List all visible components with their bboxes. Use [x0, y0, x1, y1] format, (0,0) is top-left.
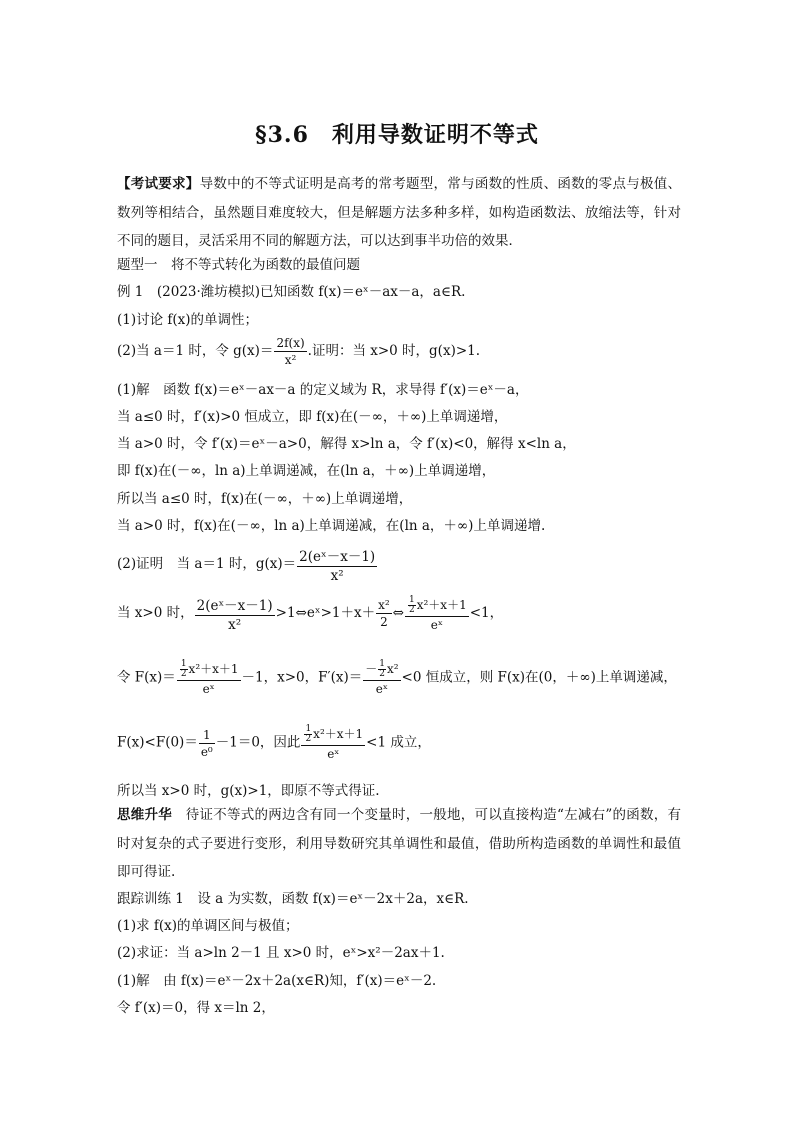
thinking-summary — [117, 801, 681, 887]
fraction-poly-over-ex-2: $\frac{1}{2}$ x²＋x＋1 eˣ — [301, 725, 365, 761]
tracking-solution-2: 令 f′(x)＝0，得 x＝ln 2， — [117, 1000, 275, 1016]
question-type-heading: 题型一 将不等式转化为函数的最值问题 — [117, 257, 360, 273]
solution-line-6: 当 a>0 时，f(x)在(－∞，ln a)上单调递减，在(ln a，＋∞)上单调递增. — [117, 518, 546, 534]
tracking-exercise-1: 跟踪训练 1 设 a 为实数，函数 f(x)＝eˣ－2x＋2a，x∈R. — [117, 891, 469, 907]
solution-line-3: 当 a>0 时，令 f′(x)＝eˣ－a>0，解得 x>ln a，令 f′(x)<0，解得 x<ln a， — [117, 436, 576, 452]
requirement-text: 导数中的不等式证明是高考的常考题型，常与函数的性质、函数的零点与极值、数列等相结合，虽然题目难度较大，但是解题方法多种多样，如构造函数法、放缩法等，针对不同的题目，灵活采用不同的解题方法，可以达到事半功倍的效果． — [117, 176, 682, 249]
example-1-part-1: (1)讨论 f(x)的单调性； — [117, 312, 259, 328]
tracking-part-1: (1)求 f(x)的单调区间与极值； — [117, 918, 299, 934]
tracking-part-2: (2)求证：当 a>ln 2－1 且 x>0 时，eˣ>x²－2ax＋1. — [117, 945, 445, 961]
requirement-tag: 【考试要求】 — [117, 176, 200, 192]
F-bound-line: F(x)<F(0)＝ $\frac{1}{\text{e⁰}}$ －1＝0，因此 $\frac{1}{2}$ x²＋x＋1 eˣ <1 成立， — [117, 724, 431, 761]
section-title: §3.6 利用导数证明不等式 — [255, 122, 539, 148]
fraction-2fx-over-x2: $\frac{2f(x)}{\text{x²}}$ — [276, 336, 305, 367]
tracking-solution-1: (1)解 由 f(x)＝eˣ－2x＋2a(x∈R)知，f′(x)＝eˣ－2. — [117, 973, 437, 989]
example-1-part-2: (2)当 a＝1 时，令 g(x)＝ $\frac{2f(x)}{\text{x²}}$ .证明：当 x>0 时，g(x)>1. — [117, 336, 481, 367]
fraction-poly-over-ex: $\frac{1}{2}$ x²＋x＋1 eˣ — [405, 596, 469, 632]
exam-requirement — [117, 170, 681, 256]
solution-line-4: 即 f(x)在(－∞，ln a)上单调递减，在(ln a，＋∞)上单调递增， — [117, 463, 496, 479]
fraction-x2-over-2: $\frac{\text{x²}}{2}$ — [378, 598, 390, 629]
solution-line-1: (1)解 函数 f(x)＝eˣ－ax－a 的定义域为 R，求导得 f′(x)＝eˣ－a， — [117, 382, 529, 398]
fraction-F-derivative: － $\frac{1}{2}$ x² eˣ — [365, 659, 399, 696]
fraction-F-def: $\frac{1}{2}$ x²＋x＋1 eˣ — [177, 660, 241, 696]
summary-text: 待证不等式的两边含有同一个变量时，一般地，可以直接构造“左减右”的函数，有时对复杂的式子要进行变形，利用导数研究其单调性和最值，借助所构造函数的单调性和最值即可得证. — [117, 807, 681, 880]
fraction-gx: $\frac{\text{2(eˣ－x－1)}}{\text{x²}}$ — [297, 545, 377, 584]
proof-conclusion: 所以当 x>0 时，g(x)>1，即原不等式得证. — [117, 783, 380, 799]
define-F-line: 令 F(x)＝ $\frac{1}{2}$ x²＋x＋1 eˣ －1，x>0，F′(x)＝ － $\frac{1}{2}$ x² eˣ <0 恒成立，则 F(x)在(0，＋∞)上单调递减， — [117, 659, 677, 696]
fraction-gx-2: $\frac{\text{2(eˣ－x－1)}}{\text{x²}}$ — [195, 594, 275, 633]
example-1-statement: 例 1 (2023·潍坊模拟)已知函数 f(x)＝eˣ－ax－a，a∈R. — [117, 284, 466, 300]
summary-tag: 思维升华 — [117, 807, 172, 823]
fraction-1-over-e0: $\frac{1}{\text{e⁰}}$ — [200, 727, 213, 759]
solution-line-2: 当 a≤0 时，f′(x)>0 恒成立，即 f(x)在(－∞，＋∞)上单调递增， — [117, 409, 508, 425]
solution-line-5: 所以当 a≤0 时，f(x)在(－∞，＋∞)上单调递增， — [117, 491, 413, 507]
proof-part-2-start: (2)证明 当 a＝1 时，g(x)＝ $\frac{\text{2(eˣ－x－1)}}{\text{x²}}$ — [117, 545, 378, 584]
proof-equivalence-line: 当 x>0 时， $\frac{\text{2(eˣ－x－1)}}{\text{x²}}$ >1⇔eˣ>1＋x＋ $\frac{\text{x²}}{2}$ ⇔ $\frac{1}{2}$ x²＋x＋1 eˣ <1， — [117, 594, 504, 633]
